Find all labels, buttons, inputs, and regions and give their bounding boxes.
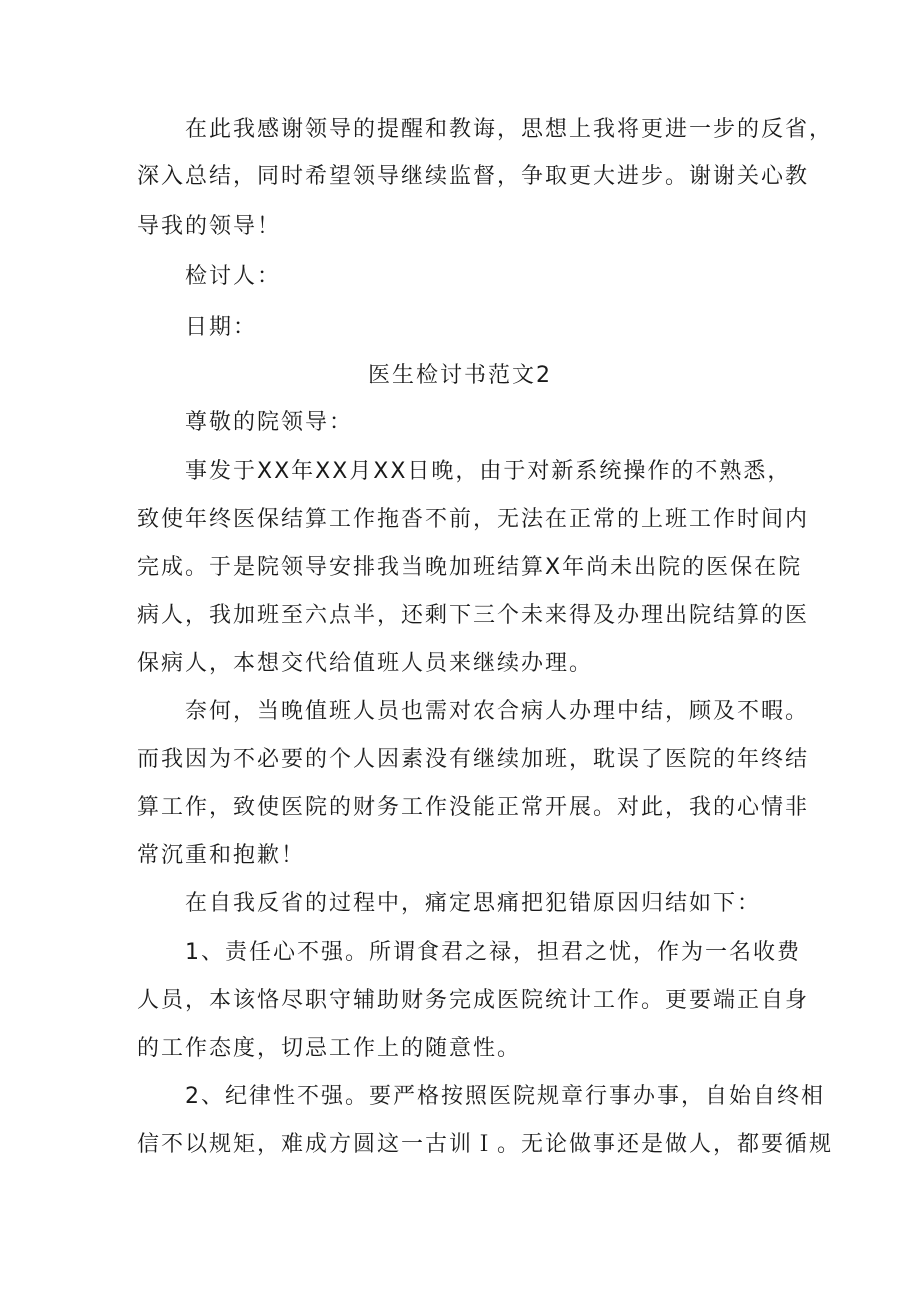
signer-label: 检讨人： — [185, 264, 282, 289]
salutation: 尊敬的院领导： — [185, 410, 354, 435]
list-item-line: 的工作态度，切忌工作上的随意性。 — [137, 1036, 522, 1061]
list-item-line: 信不以规矩，难成方圆这一古训Ｉ。无论做事还是做人，都要循规 — [137, 1132, 834, 1157]
paragraph-line: 奈何，当晚值班人员也需对农合病人办理中结，顾及不暇。 — [185, 699, 810, 724]
paragraph-line: 完成。于是院领导安排我当晚加班结算X年尚未出院的医保在院 — [137, 555, 803, 580]
paragraph-line: 事发于XX年XX月XX日晚，由于对新系统操作的不熟悉， — [185, 459, 792, 484]
list-item-line: 2、纪律性不强。要严格按照医院规章行事办事，自始自终相 — [185, 1084, 825, 1109]
list-item-line: 1、责任心不强。所谓食君之禄，担君之忧，作为一名收费 — [185, 940, 801, 965]
paragraph-line: 在此我感谢领导的提醒和教诲，思想上我将更进一步的反省， — [185, 117, 834, 142]
paragraph-line: 导我的领导！ — [137, 214, 282, 239]
paragraph-line: 病人，我加班至六点半，还剩下三个未来得及办理出院结算的医 — [137, 603, 810, 628]
section-title: 医生检讨书范文2 — [368, 363, 552, 388]
paragraph-line: 在自我反省的过程中，痛定思痛把犯错原因归结如下： — [185, 891, 762, 916]
paragraph-line: 深入总结，同时希望领导继续监督，争取更大进步。谢谢关心教 — [137, 164, 810, 189]
list-item-line: 人员，本该恪尽职守辅助财务完成医院统计工作。更要端正自身 — [137, 988, 810, 1013]
paragraph-line: 致使年终医保结算工作拖沓不前，无法在正常的上班工作时间内 — [137, 507, 810, 532]
date-label: 日期： — [185, 315, 258, 340]
paragraph-line: 算工作，致使医院的财务工作没能正常开展。对此，我的心情非 — [137, 795, 810, 820]
paragraph-line: 而我因为不必要的个人因素没有继续加班，耽误了医院的年终结 — [137, 747, 810, 772]
paragraph-line: 保病人，本想交代给值班人员来继续办理。 — [137, 651, 594, 676]
paragraph-line: 常沉重和抱歉！ — [137, 843, 306, 868]
